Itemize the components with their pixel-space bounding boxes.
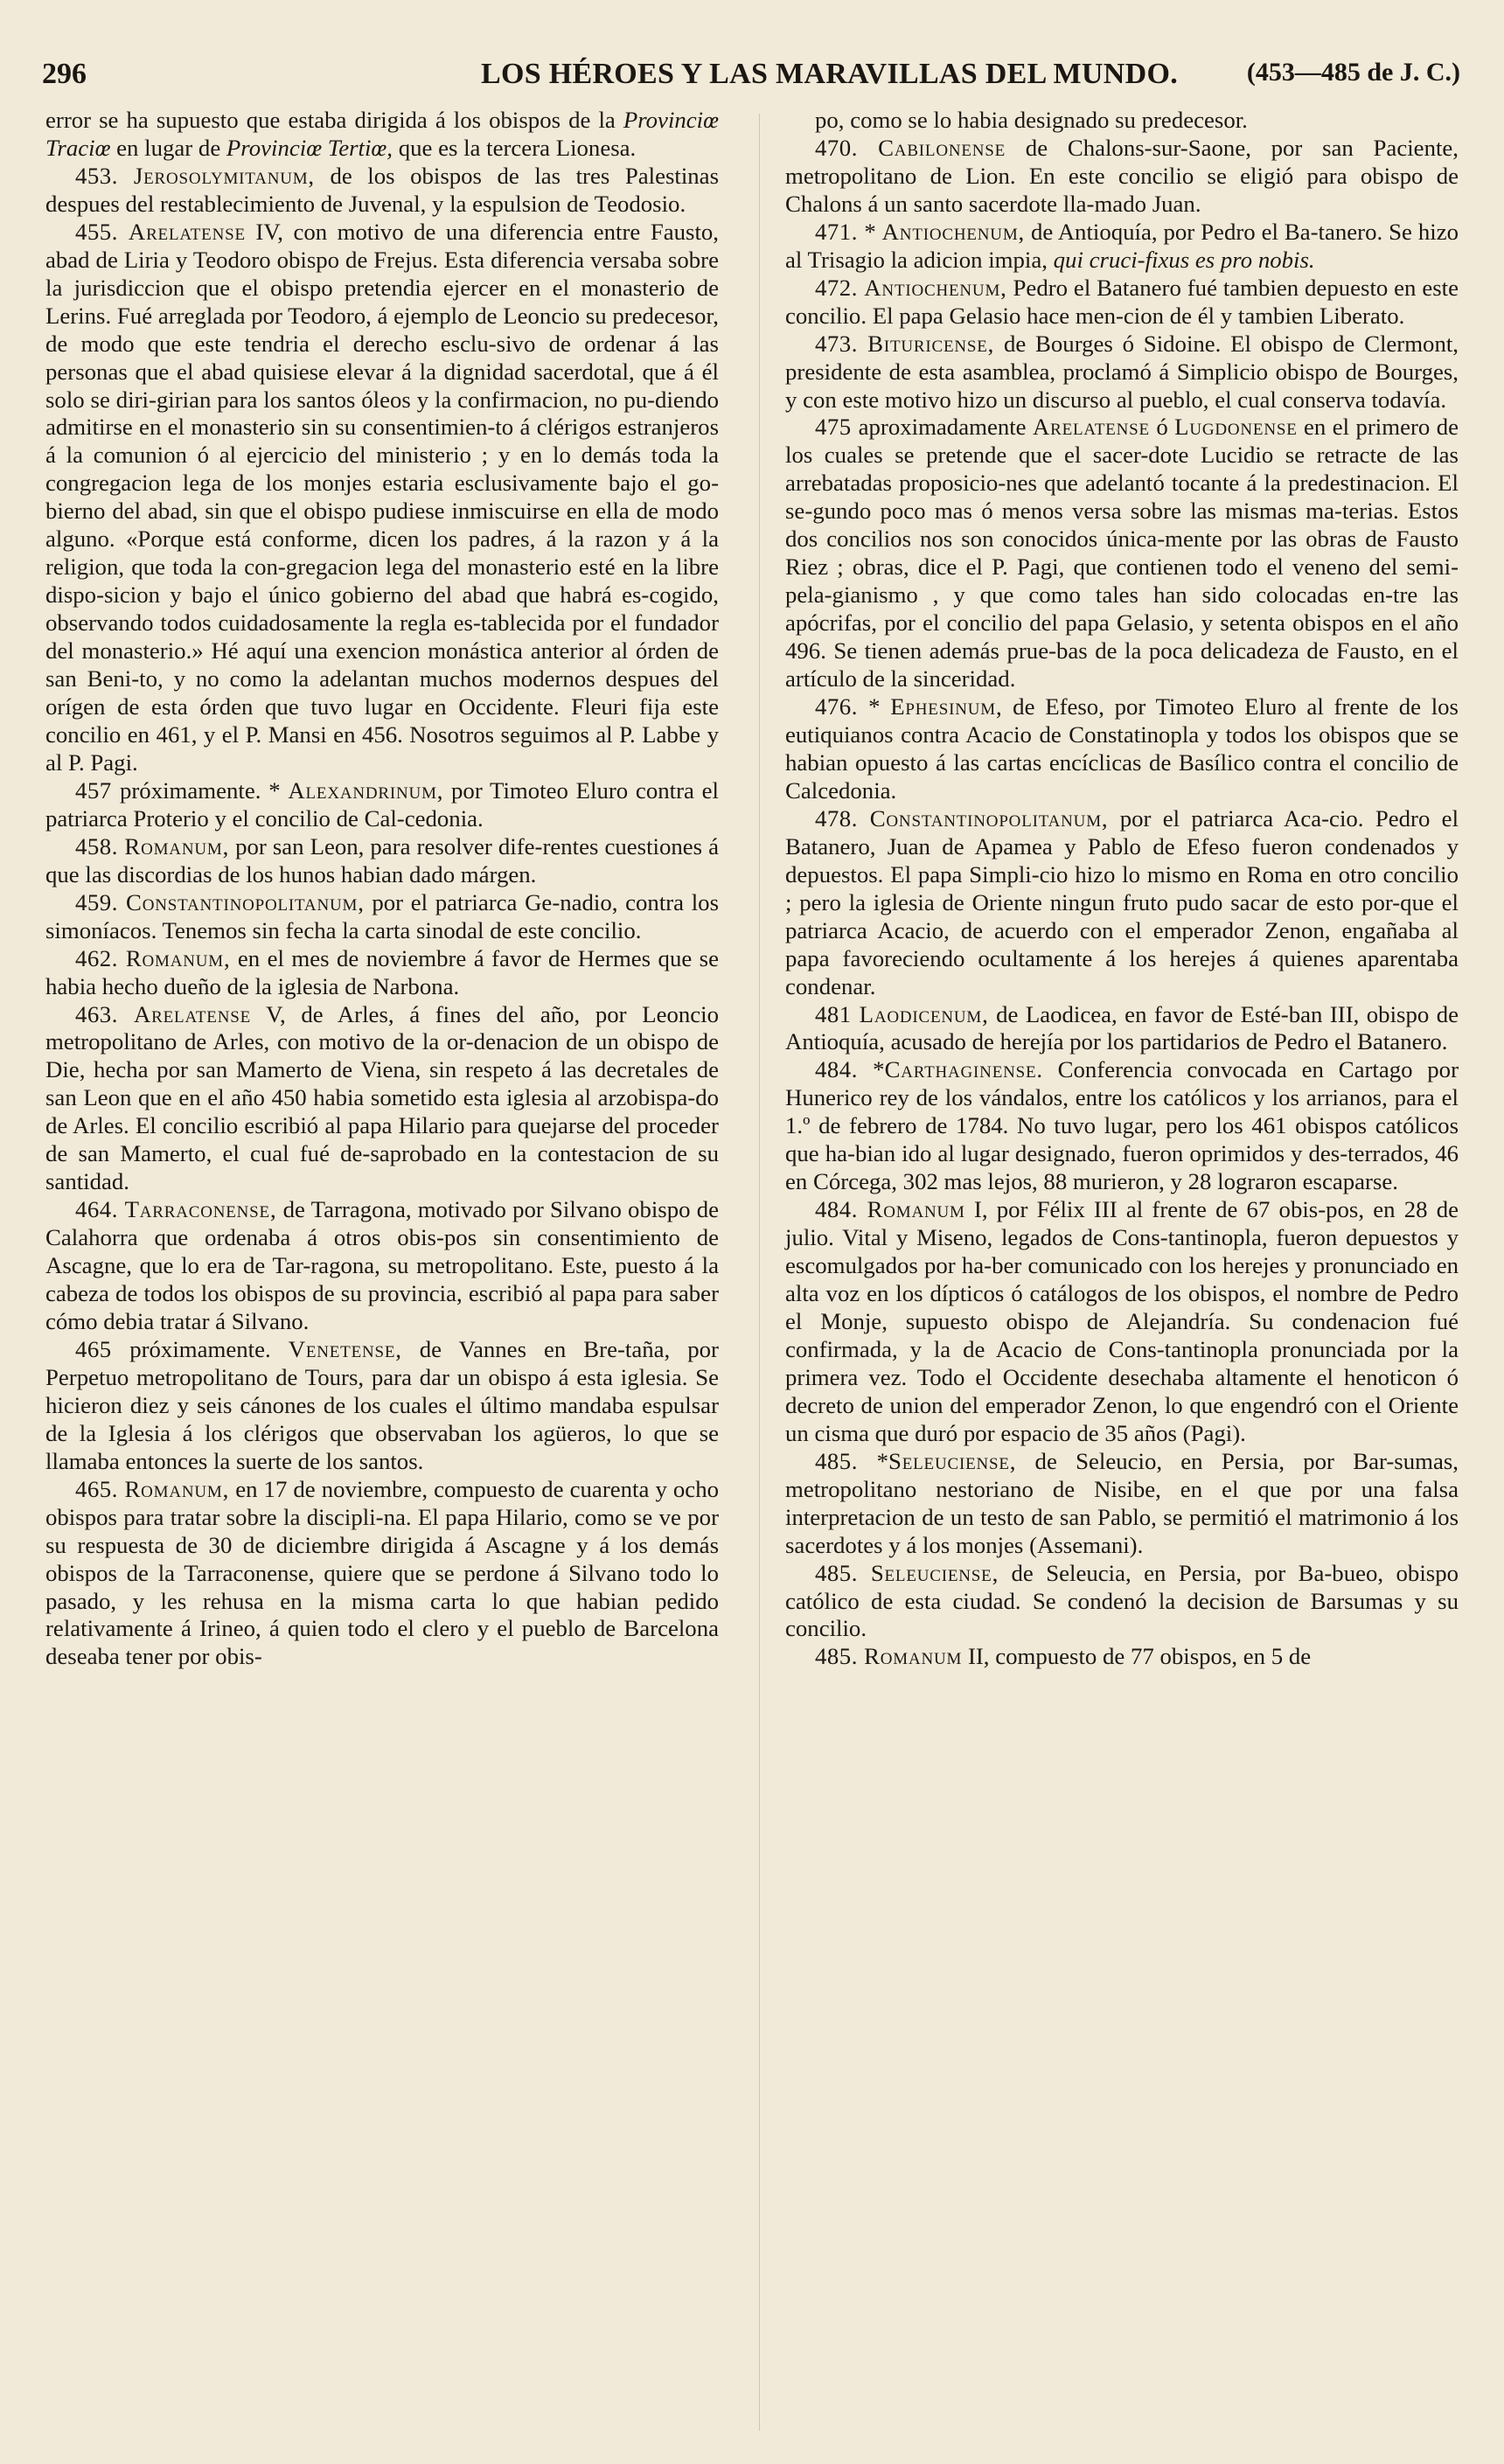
council-entry [45,945,719,1001]
entry-text: I, por Félix III al frente de 67 obis-pos, en 28 de julio. Vital y Miseno, legados de Cons-tantinopla, fueron depuestos y escomulgados por ha-ber comunicado con los herejes y pronunciado en alta voz en los dípticos ó catálogos de los obispos, el nombre de Pedro el Monje, supuesto obispo de Alejandría. Su condenacion fué confirmada, y la de Acacio de Cons-tantinopla pronunciada por la primera vez. Todo el Occidente desechaba altamente el henoticon ó decreto de union del emperador Zenon, lo que engendró con el Oriente un cisma que duró por espacio de 35 años (Pagi). [785,1196,1459,1446]
council-name: Constantinopolitanum, [126,888,365,915]
entry-text: de los obispos de las tres Palestinas despues del restablecimiento de Juvenal, y la espulsion de Teodosio. [45,162,719,217]
council-entry [785,1196,1459,1448]
council-name: Arelatense [134,1000,251,1027]
council-entry [45,1336,719,1476]
entry-year: 476. [815,693,869,720]
entry-year: 464. [75,1196,125,1223]
entry-text: Conferencia convocada en Cartago por Hunerico rey de los vándalos, entre los católicos y los arrianos, para el 1.º de febrero de 1784. No tuvo lugar, pero los 461 obispos católicos que ha-bian ido al lugar designado, fueron oprimidos y des-terrados, 46 en Córcega, 302 mas lejos, 88 murieron, y 28 lograron escaparse. [785,1056,1459,1195]
entry-text: IV, con motivo de una diferencia entre Fausto, abad de Liria y Teodoro obispo de Frejus. Esta diferencia versaba sobre la jurisdiccion que el obispo pretendia ejercer en el monasterio de Lerins. Fué arreglada por Teodoro, á ejemplo de Leoncio su predecesor, de modo que este tendria el derecho esclu-sivo de ordenar á las personas que el abad quisiese elevar á la dignidad sacerdotal, que á él solo se diri-girian para los santos óleos y la confirmacion, no pu-diendo admitirse en el monasterio sin su consentimien-to á clérigos estranjeros á la comunion ó al ejercicio del ministerio ; y en lo demás toda la congregacion lega de los monjes estaria esclusivamente bajo el go-bierno del abad, sin que el obispo pudiese inmiscuirse en ella de modo alguno. «Porque está conforme, dicen los padres, á la razon y á la religion, que toda la con-gregacion lega del monasterio esté en la libre dispo-sicion y bajo el único gobierno del abad que habrá es-cogido, observando todos cuidadosamente la regla es-tablecida por el fundador del monasterio.» Hé aquí una exencion monástica anterior al órden de san Beni-to, y no como la adelantan muchos modernos despues del orígen de esta órden que tuvo lugar en Occidente. Fleuri fija este concilio en 461, y el P. Mansi en 456. Nosotros seguimos al P. Labbe y al P. Pagi. [45,218,720,776]
entry-year: 458. [75,832,125,860]
entry-text: ó [1149,414,1175,441]
council-entry [45,889,719,945]
entry-year: 485. [815,1643,865,1670]
council-name: Alexandrinum, [288,776,444,804]
left-column [45,107,719,1671]
column-divider [759,114,760,2431]
latin-phrase: qui cruci-fixus es pro nobis. [1053,246,1315,273]
council-name: Lugdonense [1174,414,1298,441]
entry-year: 472. [815,274,865,301]
council-name: Arelatense [128,218,246,245]
council-entry [45,107,719,163]
entry-year: 471. [815,218,865,245]
latin-phrase: Provinciœ Tertiœ, [226,134,393,161]
entry-year: 459. [75,888,127,915]
council-name: Antiochenum, [881,218,1026,245]
council-name: Romanum [867,1196,965,1223]
entry-text: que es la tercera Lionesa. [393,134,637,161]
council-name: Laodicenum, [859,1000,989,1027]
entry-text: de Bourges ó Sidoine. El obispo de Clermont, presidente de esta asamblea, proclamó á Simplicio obispo de Bourges, y con este motivo hizo un discurso al pueblo, el cual conserva todavía. [785,330,1459,413]
council-name: Seleuciense, [888,1447,1017,1474]
council-name: Romanum, [124,1475,230,1502]
council-entry [45,163,719,219]
council-entry [785,275,1459,331]
council-entry [785,1643,1459,1671]
council-entry [785,1448,1459,1560]
council-name: Bituricense, [867,330,995,357]
entry-text: II, compuesto de 77 obispos, en 5 de [962,1643,1312,1670]
council-name: Venetense, [288,1335,402,1362]
council-entry [45,833,719,889]
entry-year: 484. [815,1196,867,1223]
council-entry [785,219,1459,275]
council-entry [785,107,1459,135]
entry-text: * [864,218,882,245]
date-range: (453—485 de J. C.) [1246,58,1460,87]
entry-text: error se ha supuesto que estaba dirigida á los obispos de la [45,107,623,133]
entry-year: 470. [815,134,879,161]
council-name: Antiochenum, [864,274,1007,301]
running-header [42,58,1460,96]
entry-year: 478. [815,804,870,832]
entry-text: de Vannes en Bre-taña, por Perpetuo metropolitano de Tours, para dar un obispo á esta iglesia. Se hicieron diez y seis cánones de los cuales el último mandaba espulsar de la Iglesia á los clérigos que observaban los agüeros, lo que se llamaba entonces la suerte de los santos. [45,1335,719,1474]
entry-text: de Antioquía, por Pedro el Ba-tanero. Se hizo al Trisagio la adicion impia, [785,218,1459,273]
entry-text: Pedro el Batanero fué tambien depuesto en este concilio. El papa Gelasio hace men-cion de él y tambien Liberato. [785,274,1459,329]
council-name: Seleuciense, [870,1559,999,1586]
council-entry [785,693,1459,805]
council-entry [45,1196,719,1336]
entry-year: 485. [815,1447,877,1474]
entry-text: * [876,1447,889,1474]
entry-year: 481 [815,1000,860,1027]
entry-year: 455. [75,218,129,245]
entry-text: de Tarragona, motivado por Silvano obispo de Calahorra que ordenaba á otros obis-pos sin consentimiento de Ascagne, que lo era de Tar-ragona, su metropolitano. Este, puesto á la cabeza de todos los obispos de su provincia, escribió al papa para saber cómo debia tratar á Silvano. [45,1196,719,1334]
council-entry [785,1560,1459,1644]
latin-phrase: Provinciœ Traciœ [45,107,719,161]
council-name: Romanum, [124,832,230,860]
entry-text: * [868,693,891,720]
council-name: Cabilonense [878,134,1006,161]
entry-year: 484. [815,1056,874,1083]
entry-text: V, de Arles, á fines del año, por Leoncio metropolitano de Arles, con motivo de la or-denacion de un obispo de Die, hecha por san Mamerto de Viena, sin respeto á las decretales de san Leon que en el año 450 habia sometido esta iglesia al arzobispa-do de Arles. El concilio escribió al papa Hilario para quejarse del proceder de san Mamerto, el cual fué de-saprobado en la contestacion de su santidad. [45,1000,719,1195]
entry-year: 475 [815,414,859,441]
council-name: Arelatense [1032,414,1150,441]
entry-text: próximamente. [129,1335,289,1362]
council-name: Ephesinum, [890,693,1003,720]
page-number: 296 [42,58,87,90]
council-entry [785,1001,1459,1057]
entry-text: en el mes de noviembre á favor de Hermes que se habia hecho dueño de la iglesia de Narbona. [45,944,719,999]
council-entry [45,219,719,777]
council-name: Romanum, [125,944,231,971]
council-entry [785,135,1459,219]
entry-text: en lugar de [110,134,226,161]
council-name: Tarraconense, [124,1196,277,1223]
entry-text: de Efeso, por Timoteo Eluro al frente de los eutiquianos contra Acacio de Constatinopla y todos los obispos que se habian opuesto á las cartas encíclicas de Basílico contra el concilio de Calcedonia. [785,693,1459,804]
entry-text: po, como se lo habia designado su predecesor. [815,107,1248,133]
entry-text: por san Leon, para resolver dife-rentes cuestiones á que las discordias de los hunos habian dado márgen. [45,832,719,887]
council-entry [45,777,719,833]
council-entry [45,1476,719,1672]
council-entry [45,1001,719,1197]
council-entry [785,331,1459,414]
entry-text: por el patriarca Ge-nadio, contra los simoníacos. Tenemos sin fecha la carta sinodal de este concilio. [45,888,720,943]
council-entry [785,1056,1459,1196]
entry-year: 465 [75,1335,130,1362]
right-column [785,107,1459,1671]
entry-text: de Laodicea, en favor de Esté-ban III, obispo de Antioquía, acusado de herejía por los partidarios de Pedro el Batanero. [785,1000,1459,1055]
entry-text: en el primero de los cuales se pretende que el sacer-dote Lucidio se retracte de las arrebatadas proposicio-nes que adelantó tocante á la predestinacion. El se-gundo poco mas ó menos versa sobre las mismas ma-terias. Estos dos concilios nos son conocidos única-mente por las obras de Fausto Riez ; obras, dice el P. Pagi, que contienen todo el veneno del semi-pela-gianismo , y que como tales han sido colocadas en-tre las apócrifas, por el concilio del papa Gelasio, y setenta obispos en el año 496. Se tienen además prue-bas de la poca delicadeza de Fausto, en el artículo de la sinceridad. [785,414,1459,693]
running-title: LOS HÉROES Y LAS MARAVILLAS DEL MUNDO. [481,58,1179,90]
entry-year: 462. [75,944,126,971]
council-name: Romanum [864,1643,963,1670]
entry-text: en 17 de noviembre, compuesto de cuarenta y ocho obispos para tratar sobre la discipli-na. El papa Hilario, como se ve por su respuesta de 30 de diciembre dirigida á Ascagne y á los demás obispos de la Tarraconense, quiere que se perdone á Silvano todo lo pasado, y les rehusa en la misma carta lo que habian pedido relativamente á Irineo, á quien todo el clero y el pueblo de Barcelona deseaba tener por obis- [45,1475,720,1670]
council-name: Carthaginense. [884,1056,1043,1083]
entry-year: 485. [815,1559,871,1586]
entry-text: de Chalons-sur-Saone, por san Paciente, metropolitano de Lion. En este concilio se eligió para obispo de Chalons á un santo sacerdote lla-mado Juan. [785,134,1459,217]
council-entry [785,414,1459,693]
council-name: Jerosolymitanum, [133,162,315,189]
council-entry [785,805,1459,1001]
entry-text: aproximadamente [858,414,1033,441]
council-name: Constantinopolitanum, [869,804,1109,832]
entry-year: 453. [75,162,134,189]
entry-year: 463. [75,1000,135,1027]
entry-text: * [873,1056,885,1083]
entry-text: por el patriarca Aca-cio. Pedro el Batanero, Juan de Apamea y Pablo de Efeso fueron condenados y depuestos. El papa Simpli-cio hizo lo mismo en Roma en otro concilio ; pero la iglesia de Oriente ningun fruto pudo sacar de esto por-que el patriarca Acacio, de acuerdo con el emperador Zenon, engañaba al papa favoreciendo ocultamente á los herejes á quienes aparentaba condenar. [785,804,1459,999]
entry-text: de Seleucia, en Persia, por Ba-bueo, obispo católico de esta ciudad. Se condenó la decision de Barsumas y su concilio. [785,1559,1459,1642]
entry-year: 473. [815,330,868,357]
entry-year: 457 [75,776,120,804]
entry-year: 465. [75,1475,125,1502]
entry-text: próximamente. * [119,776,289,804]
entry-text: de Seleucio, en Persia, por Bar-sumas, metropolitano nestoriano de Nisibe, en el que por una falsa interpretacion de un testo de san Pablo, se permitió el matrimonio á los sacerdotes y á los monjes (Assemani). [785,1447,1459,1558]
entry-text: por Timoteo Eluro contra el patriarca Proterio y el concilio de Cal-cedonia. [45,776,719,832]
